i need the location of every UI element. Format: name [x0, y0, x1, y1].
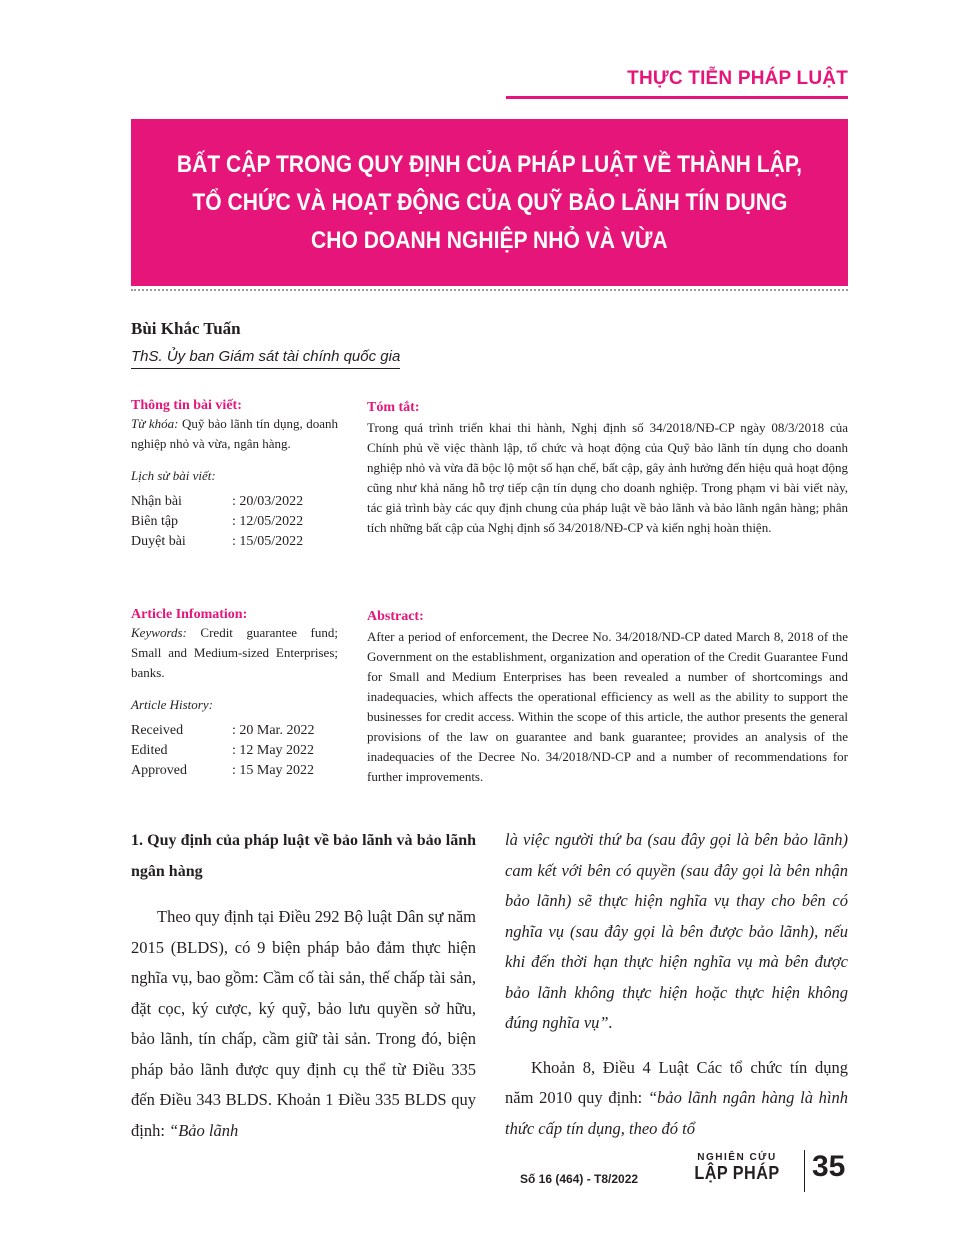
history-key: Approved	[131, 763, 187, 778]
en-keywords-text: Credit guarantee fund; Small and Medium-sized Enterprises; banks.	[131, 625, 338, 680]
vi-keywords	[131, 414, 338, 454]
body-quote: “Bảo lãnh	[169, 1120, 239, 1140]
history-row	[131, 761, 338, 781]
author-name: Bùi Khắc Tuấn	[131, 319, 241, 338]
history-key: Received	[131, 723, 184, 738]
en-history	[131, 721, 338, 781]
body-text: Khoản 8, Điều 4 Luật Các tổ chức tín dụng năm 2010 quy định:	[505, 1057, 848, 1107]
history-row	[131, 721, 338, 741]
section-rule	[506, 96, 848, 99]
history-key: Nhận bài	[131, 494, 182, 509]
history-key: Biên tập	[131, 514, 179, 529]
body-paragraph	[505, 1053, 848, 1145]
vi-history-label: Lịch sử bài viết:	[131, 468, 216, 483]
dotted-divider	[131, 289, 848, 291]
body-quote-continued: là việc người thứ ba (sau đây gọi là bên bảo lãnh) cam kết với bên có quyền (sau đây gọi là bên nhận bảo lãnh) sẽ thực hiện nghĩa vụ thay cho bên có nghĩa vụ (sau đây gọi là bên được bảo lãnh), nếu khi đến thời hạn thực hiện nghĩa vụ mà bên được bảo lãnh không thực hiện hoặc thực hiện không đúng nghĩa vụ”.	[505, 830, 848, 1032]
section-label: THỰC TIỄN PHÁP LUẬT	[627, 68, 848, 89]
history-value: : 20/03/2022	[232, 494, 304, 509]
author-affiliation: ThS. Ủy ban Giám sát tài chính quốc gia	[131, 348, 400, 369]
history-row	[131, 512, 338, 532]
section-heading: 1. Quy định của pháp luật về bảo lãnh và bảo lãnh ngân hàng	[131, 832, 476, 880]
body-quote: “bảo lãnh ngân hàng là hình thức cấp tín dụng, theo đó tổ	[505, 1088, 849, 1138]
vi-history	[131, 492, 338, 552]
body-paragraph	[131, 902, 476, 1146]
vi-info-block	[131, 398, 338, 552]
journal-logo-main: LẬP PHÁP	[694, 1163, 780, 1183]
journal-logo-top: NGHIÊN CỨU	[697, 1152, 777, 1163]
history-row	[131, 492, 338, 512]
en-info-heading: Article Infomation:	[131, 607, 248, 622]
vi-keywords-label: Từ khóa:	[131, 416, 179, 431]
issue-info: Số 16 (464) - T8/2022	[520, 1172, 639, 1186]
history-value: : 15/05/2022	[232, 534, 304, 549]
history-value: : 12/05/2022	[232, 514, 304, 529]
en-abstract-heading: Abstract:	[367, 609, 424, 624]
vi-keywords-text: Quỹ bảo lãnh tín dụng, doanh nghiệp nhỏ và vừa, ngân hàng.	[131, 416, 339, 451]
en-keywords	[131, 623, 338, 683]
vi-info-heading: Thông tin bài viết:	[131, 398, 242, 413]
footer-divider	[804, 1150, 805, 1192]
vi-abstract-heading: Tóm tắt:	[367, 400, 420, 415]
en-keywords-label: Keywords:	[131, 625, 187, 640]
history-row	[131, 741, 338, 761]
history-value: : 20 Mar. 2022	[232, 723, 315, 738]
title-banner	[131, 119, 848, 286]
title-line: BẤT CẬP TRONG QUY ĐỊNH CỦA PHÁP LUẬT VỀ THÀNH LẬP,	[176, 150, 803, 178]
journal-logo	[678, 1152, 796, 1184]
title-line: CHO DOANH NGHIỆP NHỎ VÀ VỪA	[311, 226, 668, 254]
en-abstract	[367, 607, 848, 787]
en-history-label: Article History:	[131, 697, 213, 712]
title-line: TỔ CHỨC VÀ HOẠT ĐỘNG CỦA QUỸ BẢO LÃNH TÍN DỤNG	[192, 188, 787, 216]
history-key: Duyệt bài	[131, 534, 186, 549]
history-value: : 12 May 2022	[232, 743, 315, 758]
vi-abstract-text: Trong quá trình triển khai thi hành, Nghị định số 34/2018/NĐ-CP ngày 08/3/2018 của Chính phủ về việc thành lập, tổ chức và hoạt động của Quỹ bảo lãnh tín dụng cho doanh nghiệp nhỏ và vừa đã bộc lộ một số hạn chế, bất cập, gây ảnh hưởng đến hiệu quả hoạt động cũng như khả năng hỗ trợ tiếp cận tín dụng cho doanh nghiệp. Trong phạm vi bài viết này, tác giả trình bày các quy định chung của pháp luật về bảo lãnh và bảo lãnh ngân hàng; phân tích những bất cập của Nghị định số 34/2018/NĐ-CP và kiến nghị hoàn thiện.	[367, 420, 848, 535]
history-row	[131, 532, 338, 552]
en-abstract-text: After a period of enforcement, the Decree No. 34/2018/ND-CP dated March 8, 2018 of the Government on the establishment, organization and operation of the Credit Guarantee Fund for Small and Medium Enterprises has been revealed a number of shortcomings and inadequacies, which affects the operational efficiency as well as the ability to support the businesses for credit access. Within the scope of this article, the author presents the general provisions of the law on guarantee and bank guarantee; provides an analysis of the inadequacies of the Decree No. 34/2018/ND-CP and a number of recommendations for further improvements.	[367, 629, 848, 784]
body-left-column	[131, 825, 476, 1146]
history-key: Edited	[131, 743, 168, 758]
body-right-column	[505, 825, 848, 1144]
en-info-block	[131, 607, 338, 781]
body-text: Theo quy định tại Điều 292 Bộ luật Dân sự năm 2015 (BLDS), có 9 biện pháp bảo đảm thực hiện nghĩa vụ, bao gồm: Cầm cố tài sản, thế chấp tài sản, đặt cọc, ký cược, ký quỹ, bảo lưu quyền sở hữu, bảo lãnh, tín chấp, cầm giữ tài sản. Trong đó, biện pháp bảo lãnh được quy định cụ thể từ Điều 335 đến Điều 343 BLDS. Khoản 1 Điều 335 BLDS quy định:	[131, 907, 476, 1140]
vi-abstract	[367, 398, 848, 538]
page-number: 35	[812, 1150, 846, 1183]
history-value: : 15 May 2022	[232, 763, 315, 778]
